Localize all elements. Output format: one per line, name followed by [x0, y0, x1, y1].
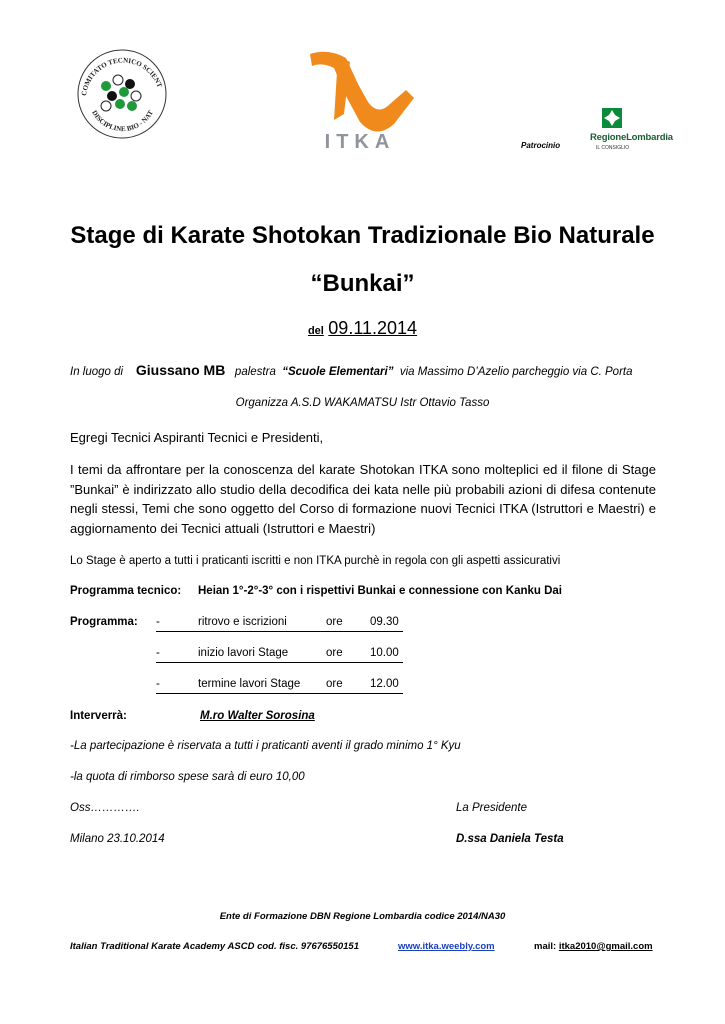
open-to-all-note: Lo Stage è aperto a tutti i praticanti iscritti e non ITKA purchè in regola con gli aspetti assicurativi [70, 555, 561, 567]
technical-program-value: Heian 1°-2°-3° con i rispettivi Bunkai e connessione con Kanku Dai [198, 585, 563, 597]
footer-academy: Italian Traditional Karate Academy ASCD cod. fisc. 97676550151 [70, 941, 359, 952]
footer-contacts [70, 941, 660, 952]
footer-mail-link[interactable]: itka2010@gmail.com [558, 941, 653, 952]
footer-mail [534, 941, 653, 952]
schedule-dash: - [156, 616, 160, 628]
footer-website-link[interactable]: www.itka.weebly.com [398, 941, 495, 952]
location-prefix: In luogo di [70, 366, 124, 378]
schedule-time: 09.30 [370, 616, 399, 628]
schedule-time: 12.00 [370, 678, 399, 690]
date-value: 09.11.2014 [328, 318, 418, 338]
page-subtitle: “Bunkai” [310, 270, 415, 297]
note-fee: -la quota di rimborso spese sarà di euro 10,00 [70, 771, 305, 783]
schedule-ore: ore [326, 647, 343, 659]
regione-lombardia-icon [602, 108, 622, 128]
location-address: via Massimo D’Azelio parcheggio via C. Porta [399, 366, 633, 378]
patrocinio-label: Patrocinio [521, 141, 561, 150]
palestra-label: palestra [234, 366, 276, 378]
technical-program-label: Programma tecnico: [70, 585, 182, 597]
president-label: La Presidente [456, 802, 527, 814]
regione-lombardia-sub: IL CONSIGLIO [596, 145, 630, 151]
event-date [0, 318, 725, 339]
schedule-dash: - [156, 678, 160, 690]
svg-text:DISCIPLINE BIO - NATURALI: DISCIPLINE BIO - NAT [90, 108, 155, 134]
oss-line: Oss…………. [70, 802, 140, 814]
location-line [70, 362, 633, 378]
speaker-name: M.ro Walter Sorosina [200, 710, 315, 722]
schedule-desc: inizio lavori Stage [198, 647, 289, 659]
regione-lombardia-name: RegioneLombardia [590, 132, 673, 143]
schedule-desc: termine lavori Stage [198, 678, 301, 690]
schedule-desc: ritrovo e iscrizioni [198, 616, 287, 628]
president-name: D.ssa Daniela Testa [456, 833, 564, 845]
svg-text:ITKA: ITKA [324, 131, 396, 153]
schedule-time: 10.00 [370, 647, 399, 659]
greeting: Egregi Tecnici Aspiranti Tecnici e Presidenti, [70, 430, 324, 445]
itka-logo [298, 44, 424, 156]
location-city: Giussano MB [135, 362, 226, 378]
footer-ente: Ente di Formazione DBN Regione Lombardia codice 2014/NA30 [219, 911, 506, 922]
footer-mail-label: mail: [534, 941, 557, 952]
schedule-ore: ore [326, 678, 343, 690]
regione-lombardia-logo [590, 108, 673, 154]
intro-paragraph: I temi da affrontare per la conoscenza del karate Shotokan ITKA sono molteplici ed il filone di Stage ”Bunkai” è indirizzato allo studio della decodifica dei kata nelle più probabili azioni di difesa contenute negli stessi, Temi che sono oggetto del Corso di formazione nuovi Tecnici ITKA (Istruttori e Maestri) e aggiornamento dei Tecnici attuali (Istruttori e Maestri) [70, 462, 656, 536]
organizer-line: Organizza A.S.D WAKAMATSU Istr Ottavio Tasso [235, 397, 490, 409]
schedule-dash: - [156, 647, 160, 659]
page-title: Stage di Karate Shotokan Tradizionale Bio Naturale [70, 222, 655, 249]
speaker-label: Interverrà: [70, 710, 127, 722]
speaker-line [70, 710, 315, 722]
note-grade: -La partecipazione è riservata a tutti i praticanti aventi il grado minimo 1° Kyu [70, 740, 461, 752]
place-date: Milano 23.10.2014 [70, 833, 165, 845]
schedule-label: Programma: [70, 616, 138, 628]
svg-text:COMITATO TECNICO SCIENTIFICO: COMITATO TECNICO SCIENT [79, 56, 164, 97]
schedule-ore: ore [326, 616, 343, 628]
technical-program [70, 585, 562, 597]
comitato-logo [72, 42, 172, 142]
date-prefix: del [307, 325, 324, 337]
location-school: “Scuole Elementari” [282, 366, 394, 378]
